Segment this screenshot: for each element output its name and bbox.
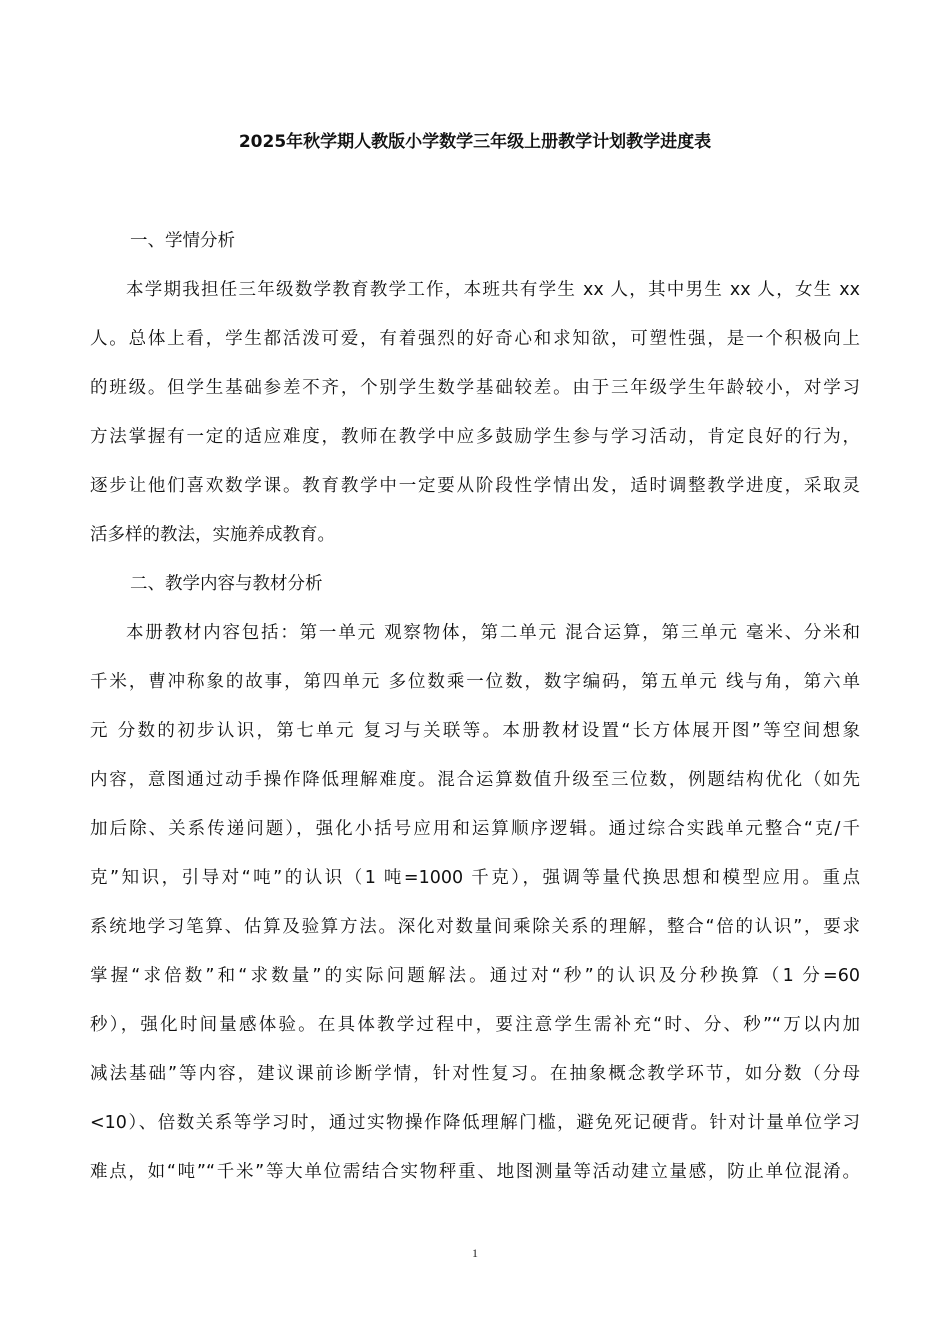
document-title: 2025年秋学期人教版小学数学三年级上册教学计划教学进度表	[238, 132, 712, 152]
section-heading-content-analysis: 二、教学内容与教材分析	[130, 574, 323, 594]
paragraph-line: 本学期我担任三年级数学教育教学工作，本班共有学生 xx 人，其中男生 xx 人，女生 xx	[126, 280, 860, 300]
section-heading-learning-analysis: 一、学情分析	[130, 231, 235, 251]
paragraph-line: 本册教材内容包括：第一单元 观察物体，第二单元 混合运算，第三单元 毫米、分米和	[126, 623, 860, 643]
paragraph-line: 内容，意图通过动手操作降低理解难度。混合运算数值升级至三位数，例题结构优化（如先	[90, 770, 860, 790]
paragraph-line: 千米，曹冲称象的故事，第四单元 多位数乘一位数，数字编码，第五单元 线与角，第六单	[90, 672, 860, 692]
paragraph-line: 秒），强化时间量感体验。在具体教学过程中，要注意学生需补充“时、分、秒”“万以内加	[90, 1015, 860, 1035]
paragraph-line: 人。总体上看，学生都活泼可爱，有着强烈的好奇心和求知欲，可塑性强，是一个积极向上	[90, 329, 860, 349]
paragraph-line: 系统地学习笔算、估算及验算方法。深化对数量间乘除关系的理解，整合“倍的认识”，要求	[90, 917, 860, 937]
paragraph-line: 逐步让他们喜欢数学课。教育教学中一定要从阶段性学情出发，适时调整教学进度，采取灵	[90, 476, 860, 496]
paragraph-line: 元 分数的初步认识，第七单元 复习与关联等。本册教材设置“长方体展开图”等空间想象	[90, 721, 860, 741]
paragraph-line: <10）、倍数关系等学习时，通过实物操作降低理解门槛，避免死记硬背。针对计量单位学习	[90, 1113, 860, 1133]
paragraph-line: 克”知识，引导对“吨”的认识（1 吨=1000 千克），强调等量代换思想和模型应用。重点	[90, 868, 860, 888]
paragraph-line: 掌握“求倍数”和“求数量”的实际问题解法。通过对“秒”的认识及分秒换算（1 分=60	[90, 966, 860, 986]
paragraph-line: 的班级。但学生基础参差不齐，个别学生数学基础较差。由于三年级学生年龄较小，对学习	[90, 378, 860, 398]
document-body	[90, 226, 860, 1206]
paragraph-line: 活多样的教法，实施养成教育。	[90, 525, 335, 545]
paragraph-line: 减法基础”等内容，建议课前诊断学情，针对性复习。在抽象概念教学环节，如分数（分母	[90, 1064, 860, 1084]
paragraph-line: 方法掌握有一定的适应难度，教师在教学中应多鼓励学生参与学习活动，肯定良好的行为，	[90, 427, 860, 447]
page-number: 1	[472, 1246, 478, 1260]
paragraph-line: 难点，如“吨”“千米”等大单位需结合实物秤重、地图测量等活动建立量感，防止单位混淆。	[90, 1162, 860, 1182]
paragraph-line: 加后除、关系传递问题），强化小括号应用和运算顺序逻辑。通过综合实践单元整合“克/千	[90, 819, 860, 839]
